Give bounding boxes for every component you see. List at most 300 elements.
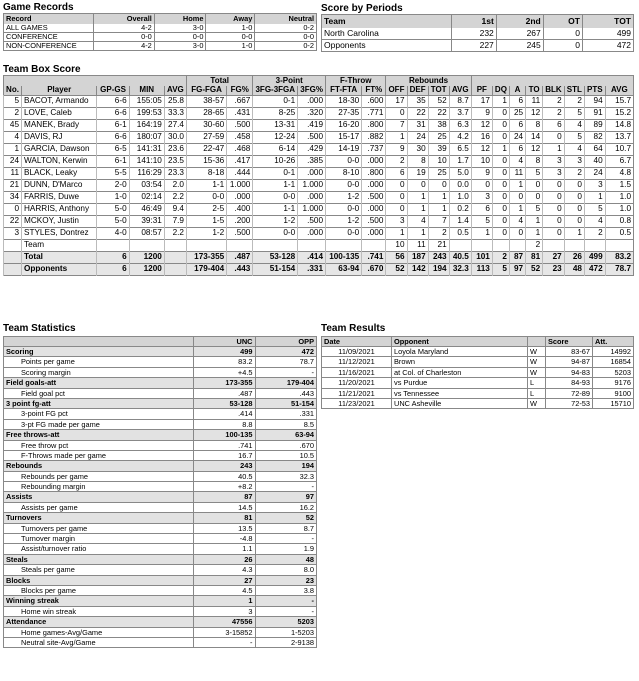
table-cell: 0 [564,192,584,204]
table-cell: 9 [471,168,492,180]
table-cell: 11 [526,96,543,108]
table-cell: 81 [526,252,543,264]
table-cell: 38 [428,120,449,132]
table-cell: 173-355 [186,252,226,264]
table-cell: Free throws-att [4,430,194,440]
table-cell: MANEK, Brady [22,120,97,132]
table-cell: 0 [386,204,407,216]
table-cell: 2 [543,108,565,120]
table-cell: 9100 [593,388,634,398]
table-cell: 0-2 [255,24,317,33]
table-cell: .741 [362,252,386,264]
table-cell: 4.8 [605,168,633,180]
table-cell: 53-128 [194,398,256,408]
stat-row [4,523,317,533]
box-score-table [3,75,634,276]
table-cell: 1 [386,228,407,240]
table-cell: 9 [471,108,492,120]
column-header: AVG [449,86,471,96]
table-cell: +4.5 [194,367,256,377]
table-cell: 31 [407,120,428,132]
table-cell: 39:31 [129,216,164,228]
table-cell: 15.7 [605,96,633,108]
table-cell: 02:14 [129,192,164,204]
stat-row [4,627,317,637]
table-cell [164,252,186,264]
table-cell: 116:29 [129,168,164,180]
table-cell: 13-31 [253,120,298,132]
table-cell: Rebounding margin [21,482,86,492]
table-cell: 15.2 [605,108,633,120]
table-cell: 6-6 [97,132,129,144]
table-cell: .000 [298,168,326,180]
group-header-3point: 3-Point [253,76,326,86]
table-cell: 6-1 [97,156,129,168]
table-cell: 3 [564,156,584,168]
table-cell: 0-0 [326,228,362,240]
table-cell: .000 [362,204,386,216]
stat-category-row [4,347,317,357]
table-cell: 1-2 [326,216,362,228]
table-row [4,204,634,216]
table-cell: 4-2 [94,42,155,51]
table-cell: 25 [428,168,449,180]
column-header: No. [4,86,22,96]
table-row [322,40,634,52]
table-cell: - [255,596,317,606]
table-cell: .667 [227,96,253,108]
table-cell: 22 [4,216,22,228]
table-cell: 72-53 [546,398,593,408]
table-cell: UNC Asheville [392,398,528,408]
table-row [4,96,634,108]
table-cell: GARCIA, Dawson [22,144,97,156]
table-cell: 63-94 [326,264,362,276]
table-cell: 0 [509,192,525,204]
table-cell: 8.5 [255,419,317,429]
table-cell: 5 [4,96,22,108]
stat-row [4,482,317,492]
stat-category-row [4,513,317,523]
table-cell: 3 [4,228,22,240]
table-cell: LOVE, Caleb [22,108,97,120]
table-cell: 78.7 [605,264,633,276]
column-header: AVG [164,86,186,96]
table-cell: 12 [526,144,543,156]
table-cell [4,240,22,252]
table-cell: 2 [564,168,584,180]
column-header: DQ [492,86,509,96]
table-cell [326,240,362,252]
table-cell: 187 [407,252,428,264]
table-cell: 199:53 [129,108,164,120]
table-row [4,24,317,33]
table-cell: W [528,357,546,367]
table-cell: 0 [471,180,492,192]
table-cell: .400 [227,204,253,216]
table-row [4,132,634,144]
table-cell: 0 [543,204,565,216]
table-cell: Opponents [324,40,366,51]
table-header-row [4,86,634,96]
stat-row [4,367,317,377]
table-cell: 7 [428,216,449,228]
table-cell: 1-5203 [255,627,317,637]
table-cell: W [528,398,546,408]
table-cell: 4 [584,216,605,228]
table-cell: WALTON, Kerwin [22,156,97,168]
table-cell: 14.8 [605,120,633,132]
table-cell: 87 [509,252,525,264]
group-header-empty [471,76,633,86]
table-cell: 1 [492,96,509,108]
table-cell: 5 [492,264,509,276]
column-header: 2nd [496,15,543,28]
table-cell: 89 [584,120,605,132]
table-cell: 3 [543,168,565,180]
table-cell: 2 [4,108,22,120]
table-row [322,357,634,367]
column-header: Opponent [392,337,528,347]
table-cell: 0 [543,132,565,144]
table-cell: 1-2 [253,216,298,228]
table-cell: 245 [496,40,543,52]
table-cell: 40 [584,156,605,168]
table-cell: 1 [492,144,509,156]
table-cell: 48 [564,264,584,276]
column-header: PF [471,86,492,96]
table-cell [564,240,584,252]
table-cell: 0 [543,216,565,228]
team-statistics-title: Team Statistics [3,323,76,334]
table-cell: 2 [526,240,543,252]
table-cell: L [528,388,546,398]
table-cell: 1.000 [298,180,326,192]
table-cell: 0 [492,216,509,228]
table-row [4,42,317,51]
table-cell: 243 [194,461,256,471]
table-cell: 8.8 [194,419,256,429]
table-cell: 2 [492,252,509,264]
table-cell: 0 [407,180,428,192]
table-cell: 6-14 [253,144,298,156]
table-row [4,120,634,132]
opponents-row [4,264,634,276]
table-cell: .414 [298,252,326,264]
column-header [4,337,194,347]
table-cell: 1-2 [186,228,226,240]
table-cell: 5.0 [449,168,471,180]
table-cell: 7.9 [164,216,186,228]
table-cell: .444 [227,168,253,180]
column-header: DEF [407,86,428,96]
table-cell: 100-135 [194,430,256,440]
table-cell: 2-0 [97,180,129,192]
score-by-periods-table [321,14,634,52]
table-row [4,168,634,180]
table-cell: 0 [492,120,509,132]
table-cell: 0-0 [326,180,362,192]
table-cell: 2 [386,156,407,168]
table-cell: 22-47 [186,144,226,156]
table-cell: 0 [564,180,584,192]
table-cell: 0 [526,180,543,192]
table-row [4,108,634,120]
table-cell: 10.5 [255,450,317,460]
table-cell: 3-15852 [194,627,256,637]
table-cell: 64 [584,144,605,156]
table-cell: 0-2 [255,42,317,51]
table-cell: 16.2 [255,502,317,512]
table-cell: 32.3 [449,264,471,276]
table-cell: CONFERENCE [6,32,58,42]
table-cell: .800 [362,120,386,132]
table-cell: 0 [492,132,509,144]
column-header: PTS [584,86,605,96]
column-header: FG-FGA [186,86,226,96]
table-cell: 1 [471,228,492,240]
table-cell: Winning streak [4,596,194,606]
table-cell: 18-30 [326,96,362,108]
table-cell: 8-10 [326,168,362,180]
table-cell: 24 [407,132,428,144]
table-cell [449,240,471,252]
group-header-empty [97,76,129,86]
table-cell: Field goals-att [4,378,194,388]
table-cell: 3-point FG pct [21,409,68,419]
table-cell: 14.5 [194,502,256,512]
table-cell: 3-0 [154,24,206,33]
table-cell: Steals [4,554,194,564]
stat-category-row [4,398,317,408]
table-cell: 0-1 [253,168,298,180]
table-cell: 52 [428,96,449,108]
column-header: Home [154,14,206,24]
table-cell: 26 [194,554,256,564]
column-header: FT% [362,86,386,96]
table-cell [164,264,186,276]
table-cell: 1.7 [449,156,471,168]
table-cell: 27.4 [164,120,186,132]
table-cell: 1.0 [605,204,633,216]
table-cell: Blocks per game [21,585,77,595]
table-cell: 6-6 [97,108,129,120]
table-cell: 0-0 [206,33,255,42]
table-cell: Scoring margin [21,367,71,377]
table-cell: .600 [362,96,386,108]
table-cell: 4 [509,216,525,228]
table-cell: 1.000 [298,204,326,216]
table-cell: 101 [471,252,492,264]
table-cell: 11/16/2021 [338,367,375,377]
table-cell: 0-0 [253,228,298,240]
table-cell: Turnover margin [21,534,75,544]
table-cell: 5-0 [97,204,129,216]
game-records-table [3,13,317,51]
table-cell: 16854 [593,357,634,367]
table-cell: 1 [584,192,605,204]
table-cell: Steals per game [21,565,75,575]
table-cell: .443 [255,388,317,398]
table-cell: +8.2 [194,482,256,492]
stat-row [4,502,317,512]
table-cell: 141:10 [129,156,164,168]
table-cell: .487 [194,388,256,398]
table-cell: 11/23/2021 [338,398,375,408]
table-cell: 24 [509,132,525,144]
table-cell: .000 [298,96,326,108]
table-cell: Team [22,240,97,252]
table-cell: .737 [362,144,386,156]
table-cell: 39 [428,144,449,156]
table-cell: 1-0 [97,192,129,204]
column-header: Away [206,14,255,24]
table-cell: 0 [386,180,407,192]
table-cell: .468 [227,144,253,156]
column-header: Score [546,337,593,347]
table-cell: Turnovers per game [21,523,88,533]
column-header: Date [322,337,392,347]
table-cell [186,240,226,252]
table-cell [584,240,605,252]
column-header: FG% [227,86,253,96]
table-cell: .200 [227,216,253,228]
table-header-row [4,14,317,24]
table-cell: 4.2 [449,132,471,144]
table-cell: 03:54 [129,180,164,192]
table-row [322,367,634,377]
table-cell: 94-87 [546,357,593,367]
column-header: STL [564,86,584,96]
table-cell: 14992 [593,347,634,357]
table-cell: 8 [407,156,428,168]
table-cell: 4-2 [94,24,155,33]
table-cell: 5-5 [97,168,129,180]
table-cell: Brown [392,357,528,367]
table-cell: 3-pt FG made per game [21,419,100,429]
table-row [322,347,634,357]
table-cell: 8.0 [255,565,317,575]
table-cell: 21 [428,240,449,252]
table-cell: 0 [492,192,509,204]
table-cell: Rebounds per game [21,471,88,481]
table-cell [471,240,492,252]
table-cell: 16 [471,132,492,144]
table-cell: 10 [471,156,492,168]
table-row [322,28,634,40]
table-cell: 6.7 [605,156,633,168]
table-cell: 32.3 [255,471,317,481]
team-row [4,240,634,252]
table-cell: .882 [362,132,386,144]
table-row [322,388,634,398]
table-cell: 142 [407,264,428,276]
table-cell: 30-60 [186,120,226,132]
table-cell: 2 [428,228,449,240]
table-cell: 173-355 [194,378,256,388]
table-cell: 0 [386,108,407,120]
table-cell: 141:31 [129,144,164,156]
table-cell: 5 [526,168,543,180]
table-cell: 84-93 [546,378,593,388]
stat-row [4,419,317,429]
table-cell: 2-5 [186,204,226,216]
table-cell: .670 [362,264,386,276]
table-cell: 40.5 [194,471,256,481]
table-cell: 0 [492,108,509,120]
table-cell: 0 [492,228,509,240]
table-cell: 1-1 [253,180,298,192]
table-cell: 4 [509,156,525,168]
table-cell: 267 [496,28,543,40]
table-cell: .429 [298,144,326,156]
stat-row [4,565,317,575]
group-header-empty [164,76,186,86]
table-cell: 1 [386,132,407,144]
table-cell: 3 [386,216,407,228]
group-header-empty [22,76,97,86]
table-cell: MCKOY, Justin [22,216,97,228]
table-cell: 0 [386,192,407,204]
table-cell: 51-154 [253,264,298,276]
table-cell: 472 [255,347,317,357]
table-cell: .487 [227,252,253,264]
column-header: Record [4,14,94,24]
table-cell: .500 [298,216,326,228]
table-cell: 30 [407,144,428,156]
table-cell: Home games-Avg/Game [21,627,103,637]
table-cell: 27 [194,575,256,585]
table-cell: ALL GAMES [6,23,48,33]
table-cell: 2.0 [164,180,186,192]
table-cell: 51-154 [255,398,317,408]
table-cell: - [255,367,317,377]
table-cell: 82 [584,132,605,144]
table-cell: Rebounds [4,461,194,471]
table-cell: - [255,534,317,544]
table-cell: 25 [509,108,525,120]
table-cell: 53-128 [253,252,298,264]
table-row [322,398,634,408]
table-cell: 23.5 [164,156,186,168]
table-cell: 8 [526,156,543,168]
table-cell: 4 [407,216,428,228]
table-cell: 1 [526,216,543,228]
column-header: A [509,86,525,96]
table-cell: 499 [194,347,256,357]
table-cell: 6 [97,252,129,264]
stat-category-row [4,461,317,471]
table-cell: 22 [407,108,428,120]
column-header: OPP [255,337,317,347]
table-cell: 0 [543,192,565,204]
table-cell: 11 [509,168,525,180]
table-cell: 0 [509,228,525,240]
table-cell: Turnovers [4,513,194,523]
table-cell: 22 [428,108,449,120]
group-header-rebounds: Rebounds [386,76,471,86]
table-cell: 3 [194,606,256,616]
table-cell: 194 [255,461,317,471]
table-cell: 11/20/2021 [338,378,375,388]
stat-row [4,409,317,419]
table-cell: 6-6 [97,96,129,108]
table-cell: 8.7 [449,96,471,108]
table-cell: 0 [564,216,584,228]
table-cell: 63-94 [255,430,317,440]
table-cell: 5 [526,204,543,216]
table-cell: 2.2 [164,192,186,204]
